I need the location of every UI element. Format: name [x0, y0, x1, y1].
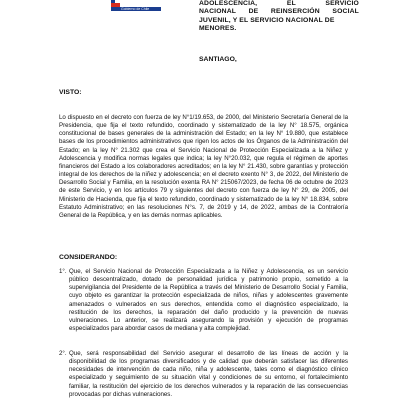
item-number: 1°. — [59, 268, 67, 275]
place-line: SANTIAGO, — [199, 56, 237, 63]
title-line-3: JUVENIL, Y EL SERVICIO NACIONAL DE MENORES. — [199, 16, 335, 33]
logo-text: Gobierno de Chile — [121, 7, 150, 11]
visto-heading: VISTO: — [59, 89, 82, 96]
title-line-1: ADOLESCENCIA, EL SERVICIO — [199, 0, 359, 7]
visto-paragraph: Lo dispuesto en el decreto con fuerza de ley N°1/19.653, de 2000, del Ministerio Secretaría General de la Presidencia, que fija el texto refundido, coordinado y sistematizado de la ley N° 18.575, orgánica constitucional de bases generales de la administración del Estado; en la ley N° 19.880, que establece bases de los procedimientos administrativos que rigen los actos de los Órganos de la Administración del Estado; en la ley N° 21.302 que crea el Servicio Nacional de Protección Especializada a la Niñez y Adolescencia y modifica normas legales que indica; la ley N°20.032, que regula el régimen de aportes financieros del Estado a los colaboradores acreditados; en la ley N° 21.430, sobre garantías y protección integral de los derechos de la niñez y adolescencia; en el decreto exento N° 3, de 2022, del Ministerio de Desarrollo Social y Familia, en la resolución exenta RA N° 215067/2023, de fecha 06 de octubre de 2023 de este Servicio, y en los artículos 79 y siguientes del decreto con fuerza de ley N° 29, de 2005, del Ministerio de Hacienda, que fija el texto refundido, coordinado y sistematizado de la ley N° 18.834, sobre Estatuto Administrativo; en las resoluciones N°s. 7, de 2019 y 14, de 2022, ambas de la Contraloría General de la República, y en las demás normas aplicables. — [59, 114, 348, 219]
considerando-item — [59, 350, 348, 399]
item-text: Que, el Servicio Nacional de Protección Especializada a la Niñez y Adolescencia, es un servicio público descentralizado, dotado de personalidad jurídica y patrimonio propio, sometido a la supervigilancia del Presidente de la República a través del Ministerio de Desarrollo Social y Familia, cuyo objeto es garantizar la protección especializada de niños, niñas y adolescentes gravemente amenazados o vulnerados en sus derechos, entendida como el diagnóstico especializado, la restitución de los derechos, la reparación del daño producido y la prevención de nuevas vulneraciones. Lo anterior, se realizará asegurando la provisión y ejecución de programas especializados para abordar casos de mediana y alta complejidad. — [69, 268, 348, 333]
title-line-2: NACIONAL DE REINSERCIÓN SOCIAL — [199, 8, 359, 16]
resolution-title — [199, 0, 359, 34]
chile-flag-icon — [111, 0, 120, 7]
item-text: Que, será responsabilidad del Servicio asegurar el desarrollo de las líneas de acción y la disponibilidad de los programas diversificados y de calidad que deberán satisfacer las diferentes necesidades de intervención de cada niño, niña y adolescente, tales como el diagnóstico clínico especializado y seguimiento de su situación vital y condiciones de su entorno, el fortalecimiento familiar, la restitución del ejercicio de los derechos vulnerados y la reparación de las consecuencias provocadas por dichas vulneraciones. — [69, 350, 348, 398]
considerando-heading: CONSIDERANDO: — [59, 254, 118, 261]
considerando-item — [59, 268, 348, 333]
item-number: 2°. — [59, 350, 67, 357]
gobierno-de-chile-logo — [111, 0, 161, 11]
